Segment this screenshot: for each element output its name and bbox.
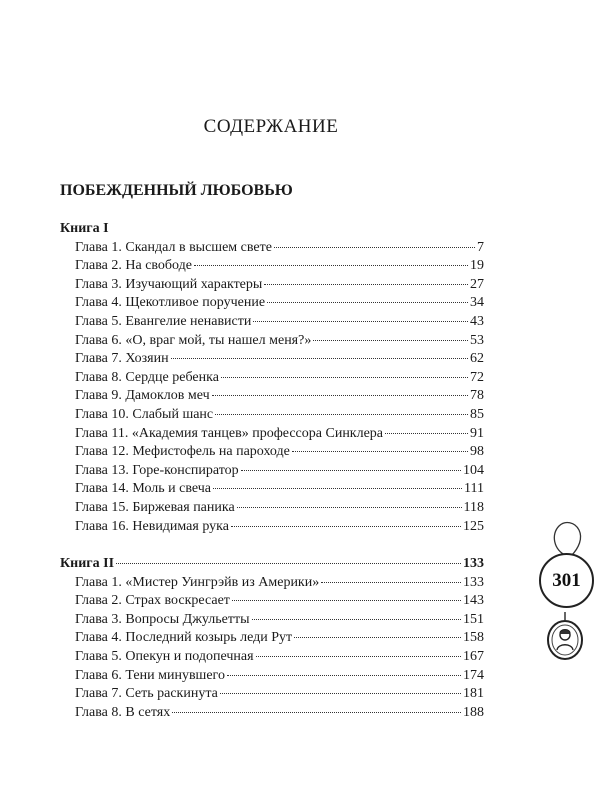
- toc-entry-page: 174: [463, 667, 484, 683]
- toc-entry: [60, 425, 484, 444]
- toc-entry: [60, 685, 484, 704]
- toc-entry-label: Глава 2. Страх воскресает: [75, 593, 230, 609]
- toc-entry-page: 181: [463, 686, 484, 702]
- toc-entry-page: 143: [463, 593, 484, 609]
- toc-entry: [60, 257, 484, 276]
- toc-entry: [60, 239, 484, 258]
- toc-entry-page: 53: [470, 332, 484, 348]
- dot-leader: [116, 563, 461, 564]
- dot-leader: [385, 433, 468, 434]
- toc-entry-label: Глава 10. Слабый шанс: [75, 406, 214, 422]
- toc-entry-label: Глава 12. Мефистофель на пароходе: [75, 444, 290, 460]
- book-title: [60, 220, 484, 239]
- book-section: [60, 555, 484, 722]
- toc-entry: [60, 499, 484, 518]
- dot-leader: [172, 712, 461, 713]
- toc-entry: [60, 518, 484, 537]
- toc-entry-page: 43: [470, 313, 484, 329]
- toc-entry-page: 34: [470, 295, 484, 311]
- dot-leader: [256, 656, 461, 657]
- toc-entry-page: 27: [470, 276, 484, 292]
- toc-entry-page: 85: [470, 406, 484, 422]
- toc-entry: [60, 369, 484, 388]
- toc-entry-label: Глава 4. Щекотливое поручение: [75, 295, 266, 311]
- page-number-tag: [539, 520, 599, 660]
- book-title-label: Книга I: [60, 221, 109, 236]
- toc-entry-label: Глава 4. Последний козырь леди Рут: [75, 630, 293, 646]
- dot-leader: [313, 340, 468, 341]
- toc-entry: [60, 350, 484, 369]
- part-title: ПОБЕЖДЕННЫЙ ЛЮБОВЬЮ: [60, 182, 293, 199]
- toc-entry-label: Глава 6. Тени минувшего: [75, 667, 225, 683]
- book-title: [60, 555, 484, 574]
- dot-leader: [231, 526, 461, 527]
- page-number-badge: [539, 553, 594, 608]
- book-title-label: Книга II: [60, 556, 115, 571]
- dot-leader: [220, 693, 461, 694]
- dot-leader: [227, 675, 461, 676]
- toc-entry-page: 188: [463, 704, 484, 720]
- toc-entry-label: Глава 13. Горе-конспиратор: [75, 462, 239, 478]
- toc-entry: [60, 332, 484, 351]
- toc-entry: [60, 704, 484, 723]
- toc-entry: [60, 648, 484, 667]
- toc-entry: [60, 629, 484, 648]
- toc-entry-label: Глава 16. Невидимая рука: [75, 518, 229, 534]
- toc-entry-label: Глава 1. «Мистер Уингрэйв из Америки»: [75, 574, 320, 590]
- dot-leader: [194, 265, 468, 266]
- toc-entry-label: Глава 14. Моль и свеча: [75, 481, 212, 497]
- medallion-portrait-icon: [545, 612, 585, 660]
- dot-leader: [294, 637, 461, 638]
- dot-leader: [267, 302, 468, 303]
- dot-leader: [215, 414, 468, 415]
- toc-entry: [60, 462, 484, 481]
- toc-entry-page: 7: [477, 239, 484, 255]
- toc-entry-page: 158: [463, 630, 484, 646]
- dot-leader: [237, 507, 462, 508]
- dot-leader: [274, 247, 475, 248]
- toc-entry-page: 104: [463, 462, 484, 478]
- toc-entry-page: 62: [470, 351, 484, 367]
- dot-leader: [264, 284, 468, 285]
- toc-entry: [60, 387, 484, 406]
- dot-leader: [252, 619, 461, 620]
- dot-leader: [171, 358, 468, 359]
- dot-leader: [253, 321, 468, 322]
- page-number: 301: [552, 569, 581, 591]
- toc-entry-page: 125: [463, 518, 484, 534]
- toc-entry: [60, 574, 484, 593]
- dot-leader: [232, 600, 461, 601]
- toc-entry-label: Глава 3. Изучающий характеры: [75, 276, 263, 292]
- toc-entry-page: 133: [463, 574, 484, 590]
- dot-leader: [292, 451, 468, 452]
- toc-entry-page: 151: [463, 611, 484, 627]
- toc-entry-label: Глава 11. «Академия танцев» профессора Синклера: [75, 425, 384, 441]
- dot-leader: [241, 470, 461, 471]
- dot-leader: [221, 377, 468, 378]
- toc-entry-page: 78: [470, 388, 484, 404]
- toc-entry-page: 72: [470, 369, 484, 385]
- toc-entry: [60, 592, 484, 611]
- toc-entry-label: Глава 5. Евангелие ненависти: [75, 313, 252, 329]
- book-title-page: 133: [463, 556, 484, 571]
- contents-heading: СОДЕРЖАНИЕ: [203, 116, 339, 137]
- toc-entry-label: Глава 1. Скандал в высшем свете: [75, 239, 272, 255]
- book-section: [60, 220, 484, 536]
- toc-entry: [60, 443, 484, 462]
- toc-entry-label: Глава 6. «О, враг мой, ты нашел меня?»: [75, 332, 312, 348]
- dot-leader: [213, 488, 462, 489]
- toc-entry: [60, 611, 484, 630]
- toc-entry-label: Глава 8. В сетях: [75, 704, 171, 720]
- toc-entry-label: Глава 8. Сердце ребенка: [75, 369, 219, 385]
- toc-entry-label: Глава 9. Дамоклов меч: [75, 388, 210, 404]
- toc-entry: [60, 294, 484, 313]
- toc-entry-label: Глава 7. Хозяин: [75, 351, 169, 367]
- toc-entry: [60, 667, 484, 686]
- dot-leader: [321, 582, 461, 583]
- toc-entry-page: 19: [470, 258, 484, 274]
- toc-entry-label: Глава 3. Вопросы Джульетты: [75, 611, 250, 627]
- toc-entry: [60, 480, 484, 499]
- toc-entry-page: 98: [470, 444, 484, 460]
- toc-entry-label: Глава 15. Биржевая паника: [75, 499, 235, 515]
- toc-entry: [60, 406, 484, 425]
- toc-entry-page: 91: [470, 425, 484, 441]
- toc-entry-page: 111: [464, 481, 484, 497]
- toc-entry-label: Глава 7. Сеть раскинута: [75, 686, 218, 702]
- toc-entry-page: 167: [463, 648, 484, 664]
- toc-entry: [60, 276, 484, 295]
- toc-entry-label: Глава 5. Опекун и подопечная: [75, 648, 254, 664]
- toc-entry-label: Глава 2. На свободе: [75, 258, 192, 274]
- toc-entry-page: 118: [463, 499, 484, 515]
- dot-leader: [212, 395, 468, 396]
- toc-entry: [60, 313, 484, 332]
